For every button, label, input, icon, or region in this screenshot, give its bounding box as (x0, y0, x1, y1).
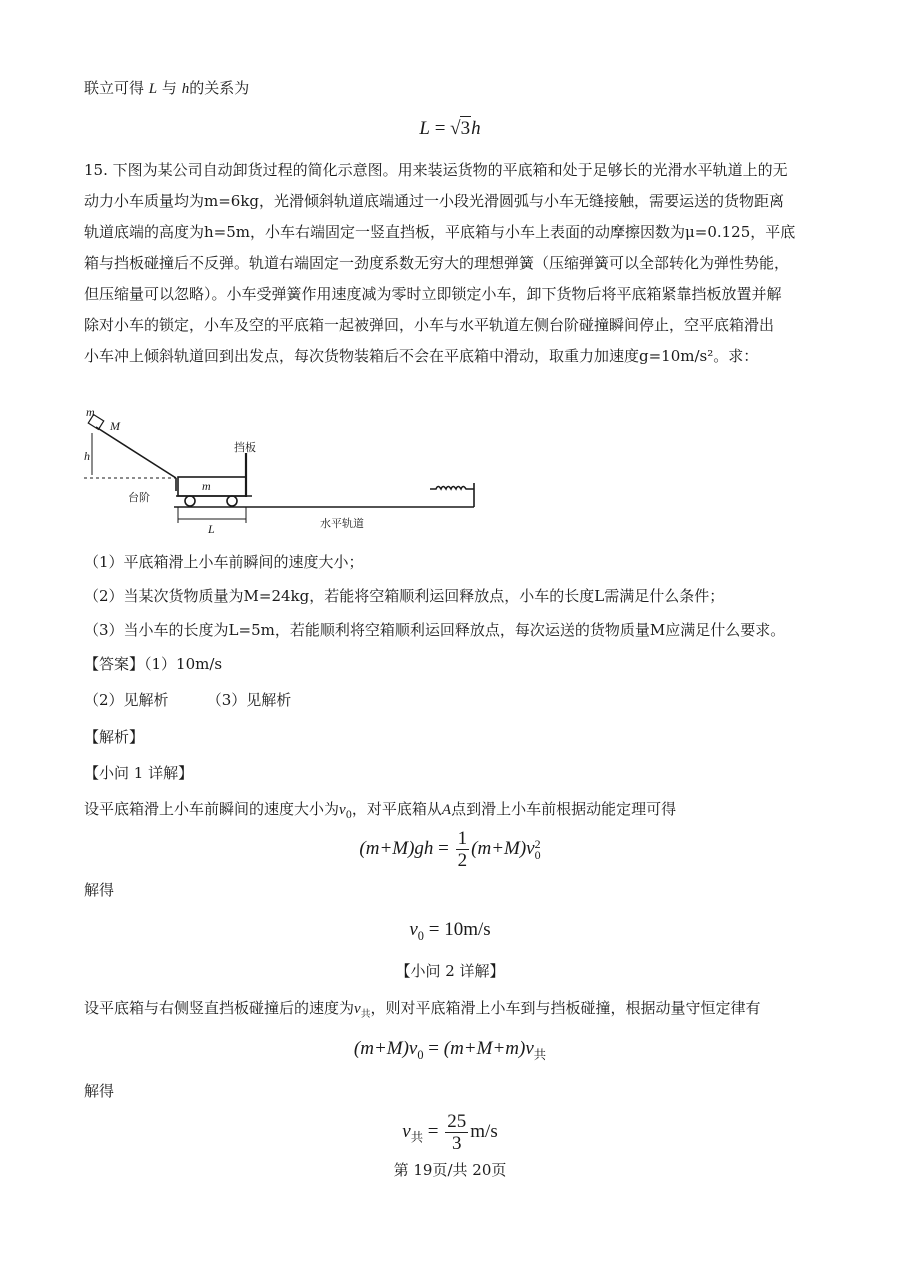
equation-energy (0, 828, 900, 871)
eq3-value: 10m/s (444, 919, 491, 940)
sub2-text-b: ，则对平底箱滑上小车到与挡板碰撞，根据动量守恒定律有 (370, 999, 761, 1017)
eq3-equals: = (423, 919, 445, 940)
problem-line: 小车冲上倾斜轨道回到出发点，每次货物装箱后不会在平底箱中滑动，取重力加速度g=10m/s²。求： (84, 347, 759, 365)
equation-v0 (0, 918, 900, 948)
physics-diagram (84, 405, 484, 535)
eq2-num: 1 (457, 828, 468, 849)
cart-wheel-left (185, 496, 195, 506)
eq5-unit: m/s (470, 1120, 498, 1142)
var-l: L (148, 81, 158, 97)
label-L: L (208, 522, 215, 535)
var-h: h (181, 81, 190, 97)
label-m-cart: m (202, 479, 211, 493)
eq4-rsub: 共 (533, 1047, 547, 1062)
question-2: （2）当某次货物质量为M=24kg，若能将空箱顺利运回释放点，小车的长度L需满足什么条件； (84, 587, 725, 605)
sub1-text-a: 设平底箱滑上小车前瞬间的速度大小为 (84, 800, 340, 818)
point-a: A (441, 802, 452, 818)
answer-line-2: （2）见解析 （3）见解析 (84, 691, 292, 709)
equation-l-h (0, 116, 900, 141)
eq1-radicand: 3 (460, 118, 471, 139)
eq2-sup: 2 (534, 836, 541, 851)
question-3: （3）当小车的长度为L=5m，若能顺利将空箱顺利运回释放点，每次运送的货物质量M应满足什么要求。 (84, 621, 786, 639)
eq1-equals: = (429, 118, 451, 139)
eq5-den: 3 (452, 1133, 462, 1154)
eq4-rhs: (m+M+m)v (443, 1038, 534, 1059)
problem-line: 除对小车的锁定，小车及空的平底箱一起被弹回，小车与水平轨道左侧台阶碰撞瞬间停止，空平底箱滑出 (84, 316, 775, 334)
fraction-25-3 (445, 1111, 468, 1154)
intro-line (84, 78, 249, 99)
eq2-sub: 0 (534, 847, 541, 862)
flat-box (178, 477, 246, 496)
var-v: v (339, 802, 346, 818)
eq1-lhs: L (419, 118, 430, 139)
label-baffle: 挡板 (234, 441, 256, 454)
problem-line: 轨道底端的高度为h=5m，小车右端固定一竖直挡板，平底箱与小车上表面的动摩擦因数为μ=0.125，平底 (84, 223, 796, 241)
answer-line-1: 【答案】（1）10m/s (84, 655, 223, 673)
sub1-title: 【小问 1 详解】 (84, 764, 194, 782)
eq4-lhs: (m+M)v (353, 1038, 418, 1059)
sub2-text (84, 998, 760, 1025)
label-track: 水平轨道 (320, 517, 364, 530)
eq1-rhs: h (471, 118, 481, 139)
sub1-text (84, 799, 676, 826)
eq2-den: 2 (457, 850, 468, 871)
problem-line: 箱与挡板碰撞后不反弹。轨道右端固定一劲度系数无穷大的理想弹簧（压缩弹簧可以全部转化为弹性势能， (84, 254, 790, 272)
problem-line: 15. 下图为某公司自动卸货过程的简化示意图。用来装运货物的平底箱和处于足够长的光滑水平轨道上的无 (84, 161, 788, 179)
eq2-lhs: (m+M)gh (359, 837, 434, 859)
analysis-label: 【解析】 (84, 728, 145, 746)
spring (430, 487, 474, 490)
sqrt-sign: √ (450, 118, 461, 139)
question-1: （1）平底箱滑上小车前瞬间的速度大小； (84, 553, 364, 571)
eq4-lsub: 0 (417, 1047, 424, 1062)
eq5-sub: 共 (410, 1130, 424, 1145)
equation-v-common (0, 1111, 900, 1154)
problem-statement (84, 155, 836, 372)
eq5-equals: = (423, 1120, 444, 1142)
var-v-common: v (354, 1001, 361, 1017)
var-v-common-sub: 共 (360, 1009, 371, 1020)
page-footer: 第 19页/共 20页 (393, 1161, 507, 1179)
solve-label-2: 解得 (84, 1082, 115, 1100)
problem-line: 但压缩量可以忽略）。小车受弹簧作用速度减为零时立即锁定小车，卸下货物后将平底箱紧靠挡板放置并解 (84, 285, 782, 303)
fraction-half (456, 828, 470, 871)
label-h: h (84, 449, 90, 463)
sub1-text-c: 点到滑上小车前根据动能定理可得 (451, 800, 677, 818)
equation-momentum (0, 1037, 900, 1067)
sub2-title: 【小问 2 详解】 (395, 962, 505, 980)
solve-label-1: 解得 (84, 881, 115, 899)
incline-track (96, 427, 176, 478)
var-v-sub: 0 (345, 810, 352, 821)
label-step: 台阶 (128, 491, 150, 504)
cart-wheel-right (227, 496, 237, 506)
intro-mid: 与 (161, 79, 177, 97)
eq2-rhs: (m+M)v (471, 837, 535, 859)
intro-tail: 的关系为 (189, 79, 250, 97)
eq5-num: 25 (447, 1111, 467, 1132)
sub2-text-a: 设平底箱与右侧竖直挡板碰撞后的速度为 (84, 999, 355, 1017)
eq4-equals: = (423, 1038, 444, 1059)
eq2-equals: = (433, 837, 454, 859)
label-m-top: m (86, 405, 95, 419)
eq3-v: v (409, 919, 418, 940)
problem-line: 动力小车质量均为m=6kg，光滑倾斜轨道底端通过一小段光滑圆弧与小车无缝接触，需要运送的货物距离 (84, 192, 785, 210)
label-M: M (110, 419, 120, 433)
intro-text: 联立可得 (84, 79, 145, 97)
sub1-text-b: ，对平底箱从 (351, 800, 442, 818)
eq5-v: v (402, 1120, 411, 1142)
eq3-sub: 0 (417, 928, 424, 943)
